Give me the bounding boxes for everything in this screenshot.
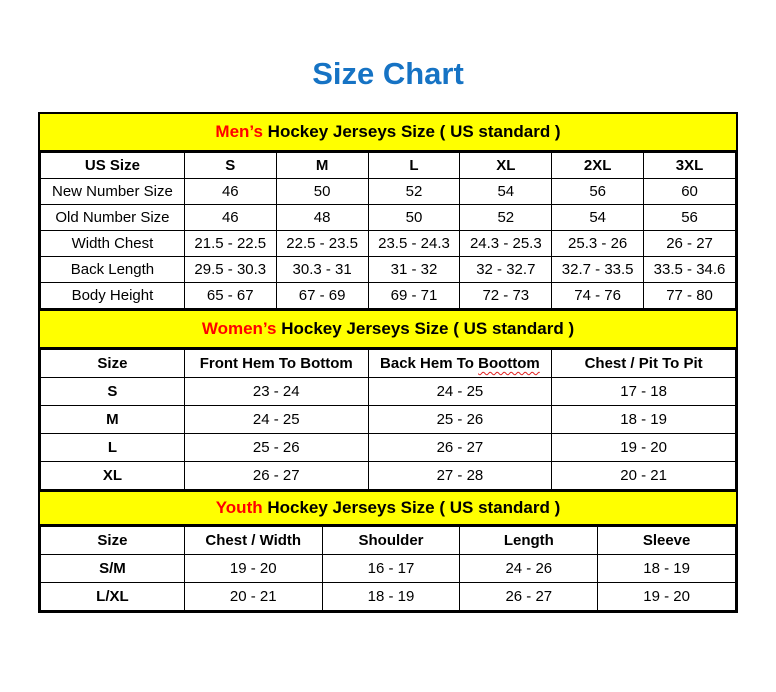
section-title-accent: Men’s: [215, 122, 263, 141]
table-row: [41, 406, 736, 434]
row-label: M: [41, 406, 185, 434]
column-header: Front Hem To Bottom: [184, 350, 368, 378]
column-header: Sleeve: [598, 527, 736, 555]
size-value-cell: 25.3 - 26: [552, 231, 644, 257]
size-value-cell: 24 - 25: [368, 378, 552, 406]
size-value-cell: 16 - 17: [322, 555, 460, 583]
page-title: Size Chart: [312, 56, 464, 91]
size-value-cell: 27 - 28: [368, 462, 552, 490]
column-header: [368, 350, 552, 378]
size-value-cell: 50: [276, 179, 368, 205]
table-row: [41, 257, 736, 283]
section-title-text: Hockey Jerseys Size ( US standard ): [276, 319, 575, 338]
size-value-cell: 54: [552, 205, 644, 231]
mens-section-header: [40, 114, 736, 152]
size-value-cell: 26 - 27: [184, 462, 368, 490]
size-value-cell: 21.5 - 22.5: [184, 231, 276, 257]
size-value-cell: 20 - 21: [552, 462, 736, 490]
column-header: Size: [41, 350, 185, 378]
column-header: XL: [460, 153, 552, 179]
row-label: New Number Size: [41, 179, 185, 205]
size-value-cell: 69 - 71: [368, 283, 460, 309]
size-value-cell: 52: [368, 179, 460, 205]
column-header: Chest / Pit To Pit: [552, 350, 736, 378]
size-value-cell: 54: [460, 179, 552, 205]
column-header: Shoulder: [322, 527, 460, 555]
table-row: [41, 283, 736, 309]
section-title-accent: Youth: [215, 498, 263, 517]
size-value-cell: 56: [552, 179, 644, 205]
column-header: Size: [41, 527, 185, 555]
table-row: [41, 179, 736, 205]
size-value-cell: 30.3 - 31: [276, 257, 368, 283]
table-row: [41, 555, 736, 583]
column-header: Chest / Width: [184, 527, 322, 555]
column-header: M: [276, 153, 368, 179]
size-value-cell: 24.3 - 25.3: [460, 231, 552, 257]
size-value-cell: 48: [276, 205, 368, 231]
youth-size-table: [40, 526, 736, 611]
size-value-cell: 26 - 27: [368, 434, 552, 462]
size-value-cell: 22.5 - 23.5: [276, 231, 368, 257]
size-value-cell: 60: [644, 179, 736, 205]
size-value-cell: 19 - 20: [184, 555, 322, 583]
size-value-cell: 33.5 - 34.6: [644, 257, 736, 283]
size-value-cell: 50: [368, 205, 460, 231]
size-value-cell: 31 - 32: [368, 257, 460, 283]
column-header: 3XL: [644, 153, 736, 179]
size-value-cell: 19 - 20: [598, 583, 736, 611]
misspelled-word: Boottom: [478, 355, 540, 372]
mens-size-table: [40, 152, 736, 309]
row-label: Old Number Size: [41, 205, 185, 231]
row-label: L: [41, 434, 185, 462]
size-value-cell: 17 - 18: [552, 378, 736, 406]
size-value-cell: 32 - 32.7: [460, 257, 552, 283]
size-value-cell: 72 - 73: [460, 283, 552, 309]
row-label: L/XL: [41, 583, 185, 611]
size-value-cell: 65 - 67: [184, 283, 276, 309]
size-value-cell: 19 - 20: [552, 434, 736, 462]
size-value-cell: 18 - 19: [552, 406, 736, 434]
youth-section-header: [40, 490, 736, 526]
size-value-cell: 67 - 69: [276, 283, 368, 309]
size-value-cell: 18 - 19: [598, 555, 736, 583]
size-value-cell: 25 - 26: [184, 434, 368, 462]
size-value-cell: 74 - 76: [552, 283, 644, 309]
column-header: US Size: [41, 153, 185, 179]
size-value-cell: 46: [184, 179, 276, 205]
row-label: XL: [41, 462, 185, 490]
table-row: [41, 205, 736, 231]
womens-size-table: [40, 349, 736, 490]
column-header-text: Back Hem To: [380, 355, 479, 372]
size-value-cell: 24 - 25: [184, 406, 368, 434]
table-row: [41, 378, 736, 406]
row-label: S/M: [41, 555, 185, 583]
size-value-cell: 24 - 26: [460, 555, 598, 583]
size-value-cell: 46: [184, 205, 276, 231]
size-chart: [38, 112, 738, 613]
size-value-cell: 26 - 27: [460, 583, 598, 611]
size-value-cell: 29.5 - 30.3: [184, 257, 276, 283]
table-row: [41, 231, 736, 257]
table-row: [41, 434, 736, 462]
row-label: Body Height: [41, 283, 185, 309]
size-value-cell: 23 - 24: [184, 378, 368, 406]
size-value-cell: 18 - 19: [322, 583, 460, 611]
column-header: S: [184, 153, 276, 179]
table-row: [41, 462, 736, 490]
section-title-text: Hockey Jerseys Size ( US standard ): [262, 122, 561, 141]
section-title-accent: Women’s: [201, 319, 277, 338]
size-value-cell: 77 - 80: [644, 283, 736, 309]
size-value-cell: 26 - 27: [644, 231, 736, 257]
header-row: [41, 350, 736, 378]
size-value-cell: 23.5 - 24.3: [368, 231, 460, 257]
row-label: Back Length: [41, 257, 185, 283]
column-header: L: [368, 153, 460, 179]
size-value-cell: 56: [644, 205, 736, 231]
header-row: [41, 153, 736, 179]
column-header: Length: [460, 527, 598, 555]
size-value-cell: 20 - 21: [184, 583, 322, 611]
table-row: [41, 583, 736, 611]
womens-section-header: [40, 309, 736, 349]
row-label: S: [41, 378, 185, 406]
size-value-cell: 32.7 - 33.5: [552, 257, 644, 283]
section-title-text: Hockey Jerseys Size ( US standard ): [262, 498, 561, 517]
column-header: 2XL: [552, 153, 644, 179]
row-label: Width Chest: [41, 231, 185, 257]
header-row: [41, 527, 736, 555]
size-value-cell: 25 - 26: [368, 406, 552, 434]
size-value-cell: 52: [460, 205, 552, 231]
